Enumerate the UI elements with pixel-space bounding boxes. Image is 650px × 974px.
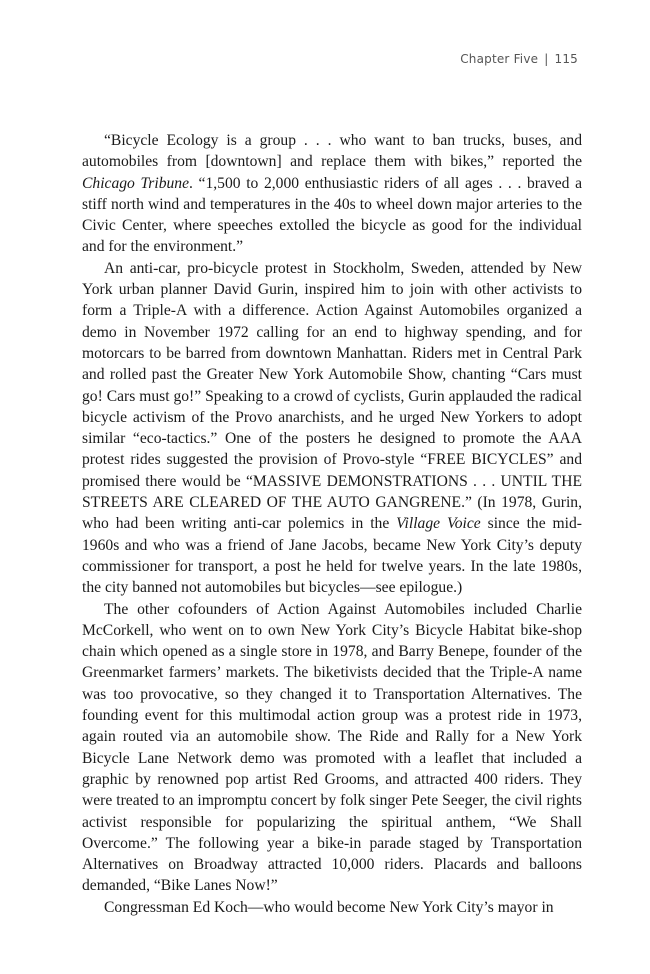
header-separator: | — [544, 52, 549, 66]
running-header — [460, 52, 578, 66]
paragraph-3 — [82, 599, 582, 897]
text-run: Congressman Ed Koch—who would become New York City’s mayor in — [104, 898, 554, 916]
text-run: “Bicycle Ecology is a group . . . who want to ban trucks, buses, and automobiles from [downtown] and replace them with bikes,” reported the — [82, 132, 582, 171]
text-run: since the mid-1960s and who was a friend of Jane Jacobs, became New York City’s deputy commissioner for transport, a post he held for twelve years. In the late 1980s, the city banned not automobiles but bicycles—see epilogue.) — [82, 515, 582, 597]
text-run: The other cofounders of Action Against Automobiles included Charlie McCorkell, who went on to own New York City’s Bicycle Habitat bike-shop chain which opened as a single store in 1978, and Barry Benepe, founder of the Greenmarket farmers’ markets. The biketivists decided that the Triple-A name was too provocative, so they changed it to Transportation Alternatives. The founding event for this multimodal action group was a protest ride in 1973, again routed via an automobile show. The Ride and Rally for a New York Bicycle Lane Network demo was promoted with a leaflet that included a graphic by renowned pop artist Red Grooms, and attracted 400 riders. They were treated to an impromptu concert by folk singer Pete Seeger, the civil rights activist responsible for popularizing the spiritual anthem, “We Shall Overcome.” The following year a bike-in parade staged by Transportation Alternatives on Broadway attracted 10,000 riders. Placards and balloons demanded, “Bike Lanes Now!” — [82, 600, 582, 895]
text-run: . “1,500 to 2,000 enthusiastic riders of all ages . . . braved a stiff north wind and temperatures in the 40s to wheel down major arteries to the Civic Center, where speeches extolled the bicycle as good for the individual and for the environment.” — [82, 174, 582, 256]
publication-title: Village Voice — [396, 515, 481, 533]
paragraph-4 — [82, 897, 582, 918]
paragraph-2 — [82, 258, 582, 599]
publication-title: Chicago Tribune — [82, 174, 190, 192]
chapter-title: Chapter Five — [460, 52, 539, 66]
page-number: 115 — [554, 52, 578, 66]
body-text — [82, 130, 582, 918]
text-run: An anti-car, pro-bicycle protest in Stockholm, Sweden, attended by New York urban planner David Gurin, inspired him to join with other activists to form a Triple-A with a difference. Action Against Automobiles organized a demo in November 1972 calling for an end to highway spending, and for motorcars to be barred from downtown Manhattan. Riders met in Central Park and rolled past the Greater New York Automobile Show, chanting “Cars must go! Cars must go!” Speaking to a crowd of cyclists, Gurin applauded the radical bicycle activism of the Provo anarchists, and he urged New Yorkers to adopt similar “eco-tactics.” One of the posters he designed to promote the AAA protest rides suggested the provision of Provo-style “FREE BICYCLES” and promised there would be “MASSIVE DEMONSTRATIONS . . . UNTIL THE STREETS ARE CLEARED OF THE AUTO GANGRENE.” (In 1978, Gurin, who had been writing anti-car polemics in the — [82, 259, 582, 533]
paragraph-1 — [82, 130, 582, 258]
